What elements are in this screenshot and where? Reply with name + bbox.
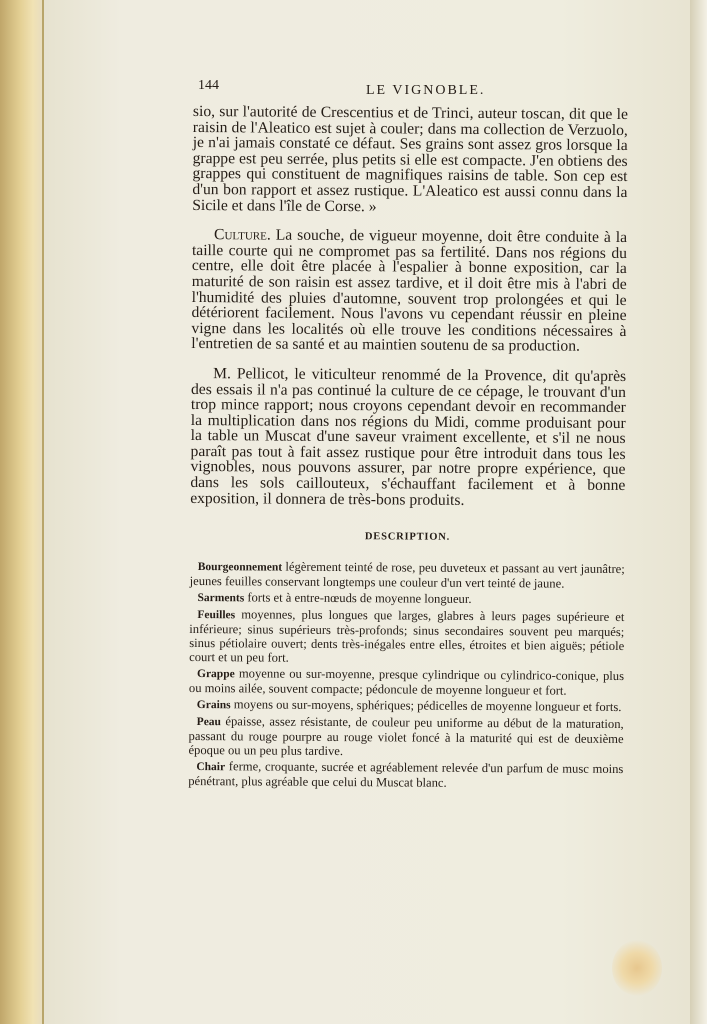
description-entry: [188, 714, 623, 760]
intro-paragraph: sio, sur l'autorité de Crescentius et de Trinci, auteur toscan, dit que le raisin de l'Aleatico est sujet à couler; dans ma collection de Verzuolo, je n'ai jamais constaté ce défaut. Ses grains sont assez gros lorsque la grappe est peu serrée, plus petits si elle est compacte. J'en obtiens des grappes qui constituent de magnifiques raisins de table. Son cep est d'un bon rapport et assez rustique. L'Aleatico est aussi connu dans la Sicile et dans l'île de Corse. »: [192, 103, 628, 215]
description-entry: [190, 559, 625, 591]
page-header: [198, 78, 628, 100]
entry-text: légèrement teinté de rose, peu duveteux et passant au vert jaunâtre; jeunes feuilles conservant longtemps une couleur d'un vert teinté de jaune.: [189, 559, 625, 591]
description-title: DESCRIPTION.: [364, 531, 451, 544]
paper-stain: [612, 940, 662, 996]
description-entry: [189, 607, 624, 667]
page-edge: [690, 0, 707, 1024]
entry-text: moyenne ou sur-moyenne, presque cylindrique ou cylindrico-conique, plus ou moins ailée, souvent compacte; pédoncule de moyenne longueur et fort.: [188, 666, 625, 698]
entry-text: moyennes, plus longues que larges, glabres à leurs pages supérieure et inférieure; sinus supérieurs très-profonds; sinus secondaires souvent peu marqués; sinus pétiolaire ouvert; dents très-inégales entre elles, étroites et bien aiguës; pétiole court et un peu fort.: [189, 607, 625, 665]
entry-term: Grains: [196, 699, 231, 712]
description-entry: [188, 759, 623, 791]
entry-text: moyens ou sur-moyens, sphériques; pédicelles de moyenne longueur et forts.: [230, 697, 622, 715]
entry-text: ferme, croquante, sucrée et agréablement relevée d'un parfum de musc moins pénétrant, plus agréable que celui du Muscat blanc.: [188, 759, 624, 791]
culture-lead: Culture.: [214, 226, 271, 244]
entry-term: Grappe: [196, 668, 235, 681]
culture-paragraph: [191, 227, 627, 355]
entry-term: Feuilles: [197, 609, 236, 622]
description-entry: [190, 590, 625, 608]
entry-term: Peau: [196, 716, 222, 729]
description-entry: [189, 697, 624, 715]
book-binding: [0, 0, 44, 1024]
running-head: LE VIGNOBLE.: [366, 83, 486, 98]
page-number: 144: [198, 78, 219, 93]
page-content: [188, 104, 628, 793]
pellicot-paragraph: M. Pellicot, le viticulteur renommé de la Provence, dit qu'après des essais il n'a pas continué la culture de ce cépage, le trouvant d'un trop mince rapport; nous croyons cependant devoir en recommander la multiplication dans nos régions du Midi, comme produisant pour la table un Muscat d'une saveur vraiment excellente, et s'il ne nous paraît pas tout à fait assez rustique pour être introduit dans tous les vignobles, nous pouvons assurer, par notre propre expérience, que dans les sols caillouteux, s'échauffant facilement et à bonne exposition, il donnera de très-bons produits.: [190, 365, 627, 509]
entry-text: épaisse, assez résistante, de couleur peu uniforme au début de la maturation, passant du rouge pourpre au rouge violet foncé à la maturité qui est de deuxième époque ou un peu plus tardive.: [188, 714, 624, 759]
entry-term: Chair: [196, 761, 226, 774]
entry-text: forts et à entre-nœuds de moyenne longueur.: [244, 590, 472, 607]
entry-term: Sarments: [197, 592, 245, 605]
description-entry: [189, 666, 624, 698]
culture-text: La souche, de vigueur moyenne, doit être conduite à la taille courte qui ne compromet pas sa fertilité. Dans nos régions du centre, elle doit être placée à l'espalier à bonne exposition, car la maturité de son raisin est assez tardive, et il doit être mis à l'abri de l'humidité des pluies d'automne, souvent trop prolongées et qui le détériorent facilement. Nous l'avons vu cependant réussir en pleine vigne dans les localités où elle trouve les conditions nécessaires à l'entretien de sa santé et au maintien soutenu de sa production.: [191, 226, 628, 356]
entry-term: Bourgeonnement: [197, 561, 283, 574]
